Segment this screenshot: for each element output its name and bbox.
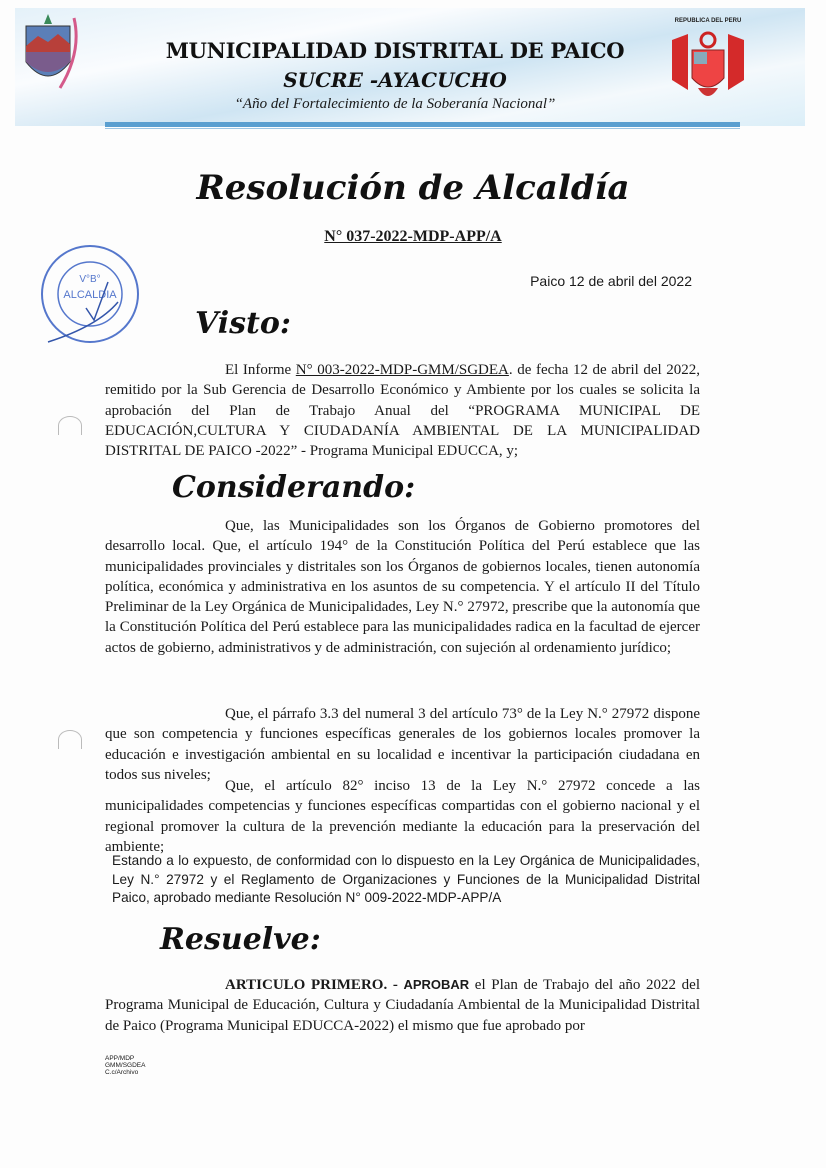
footer-ref: APP/MDP [105, 1055, 135, 1062]
visto-pre: El Informe [225, 362, 296, 378]
estando-paragraph: Estando a lo expuesto, de conformidad con lo dispuesto en la Ley Orgánica de Municipalidades, Ley N.° 27972 y el Reglamento de Organizaciones y Funciones de la Municipalidad Distrital Paico, aprobado mediante Resolución N° 009-2022-MDP-APP/A [112, 853, 700, 905]
header-divider [105, 122, 740, 127]
considerando-heading: Considerando: [172, 470, 416, 505]
informe-reference: N° 003-2022-MDP-GMM/SGDEA [295, 362, 509, 378]
municipality-name: MUNICIPALIDAD DISTRITAL DE PAICO [165, 38, 625, 63]
resolution-number: N° 037-2022-MDP-APP/A [324, 228, 502, 245]
considerando-paragraph-2: Que, el párrafo 3.3 del numeral 3 del artículo 73° de la Ley N.° 27972 dispone que son competencia y funciones específicas generales de los gobiernos locales promover la educación e investigación ambiental en su localidad e incentivar la participación ciudadana en todos sus niveles; [105, 706, 700, 783]
punch-hole-mark [58, 416, 82, 435]
visto-body: . de fecha 12 de abril del 2022, remitido por la Sub Gerencia de Desarrollo Económico y Ambiente por los cuales se solicita la aprobación del Plan de Trabajo Anual del “PROGRAMA MUNICIPAL DE EDUCACIÓN,CULTURA Y CIUDADANÍA AMBIENTAL DE LA MUNICIPALIDAD DISTRITAL DE PAICO -2022” - Programa Municipal EDUCCA, y; [105, 362, 701, 460]
mayor-approval-stamp [38, 242, 142, 346]
stamp-alcaldia: ALCALDIA [63, 289, 117, 301]
articulo-primero [105, 975, 700, 1036]
coat-label: REPUBLICA DEL PERU [674, 18, 742, 24]
articulo-text: el Plan de Trabajo del año 2022 del Programa Municipal de Educación, Cultura y Ciudadanía Ambiental de la Municipalidad Distrital de Paico (Programa Municipal EDUCCA-2022) el mismo que fue aprobado por [105, 977, 700, 1034]
stamp-vb: V°B° [79, 274, 101, 285]
visto-heading: Visto: [195, 306, 291, 341]
resolution-heading: Resolución de Alcaldía [196, 168, 630, 208]
district-shield-logo [20, 12, 82, 92]
peru-coat-of-arms [668, 10, 748, 110]
resolution-date: Paico 12 de abril del 2022 [530, 273, 692, 289]
footer-ref: C.c/Archivo [105, 1069, 139, 1076]
visto-paragraph [105, 360, 700, 461]
articulo-verb: APROBAR [403, 977, 470, 992]
considerando-paragraph-3: Que, el artículo 82° inciso 13 de la Ley N.° 27972 concede a las municipalidades competencias y funciones específicas compartidas con el gobierno nacional y el regional promover la cultura de la prevención mediante la educación para la preservación del ambiente; [105, 778, 700, 855]
considerando-paragraph-1: Que, las Municipalidades son los Órganos de Gobierno promotores del desarrollo local. Que, el artículo 194° de la Constitución Política del Perú establece que las municipalidades provinciales y distritales son los Órganos de gobiernos locales, tienen autonomía política, económica y administrativa en los asuntos de su competencia. Y el artículo II del Título Preliminar de la Ley Orgánica de Municipalidades, Ley N.° 27972, prescribe que la autonomía que la Constitución Política del Perú establece para las municipalidades radica en la facultad de ejercer actos de gobierno, administrativos y de administración, con sujeción al ordenamiento jurídico; [105, 518, 700, 656]
resuelve-heading: Resuelve: [160, 922, 321, 957]
header-divider-thin [105, 128, 740, 129]
punch-hole-mark [58, 730, 82, 749]
footer-references [105, 1055, 145, 1076]
year-motto: “Año del Fortalecimiento de la Soberanía Nacional” [234, 96, 556, 112]
articulo-label: ARTICULO PRIMERO. - [225, 977, 404, 993]
footer-ref: GMM/SGDEA [105, 1062, 146, 1069]
location-subtitle: SUCRE -AYACUCHO [283, 68, 507, 92]
